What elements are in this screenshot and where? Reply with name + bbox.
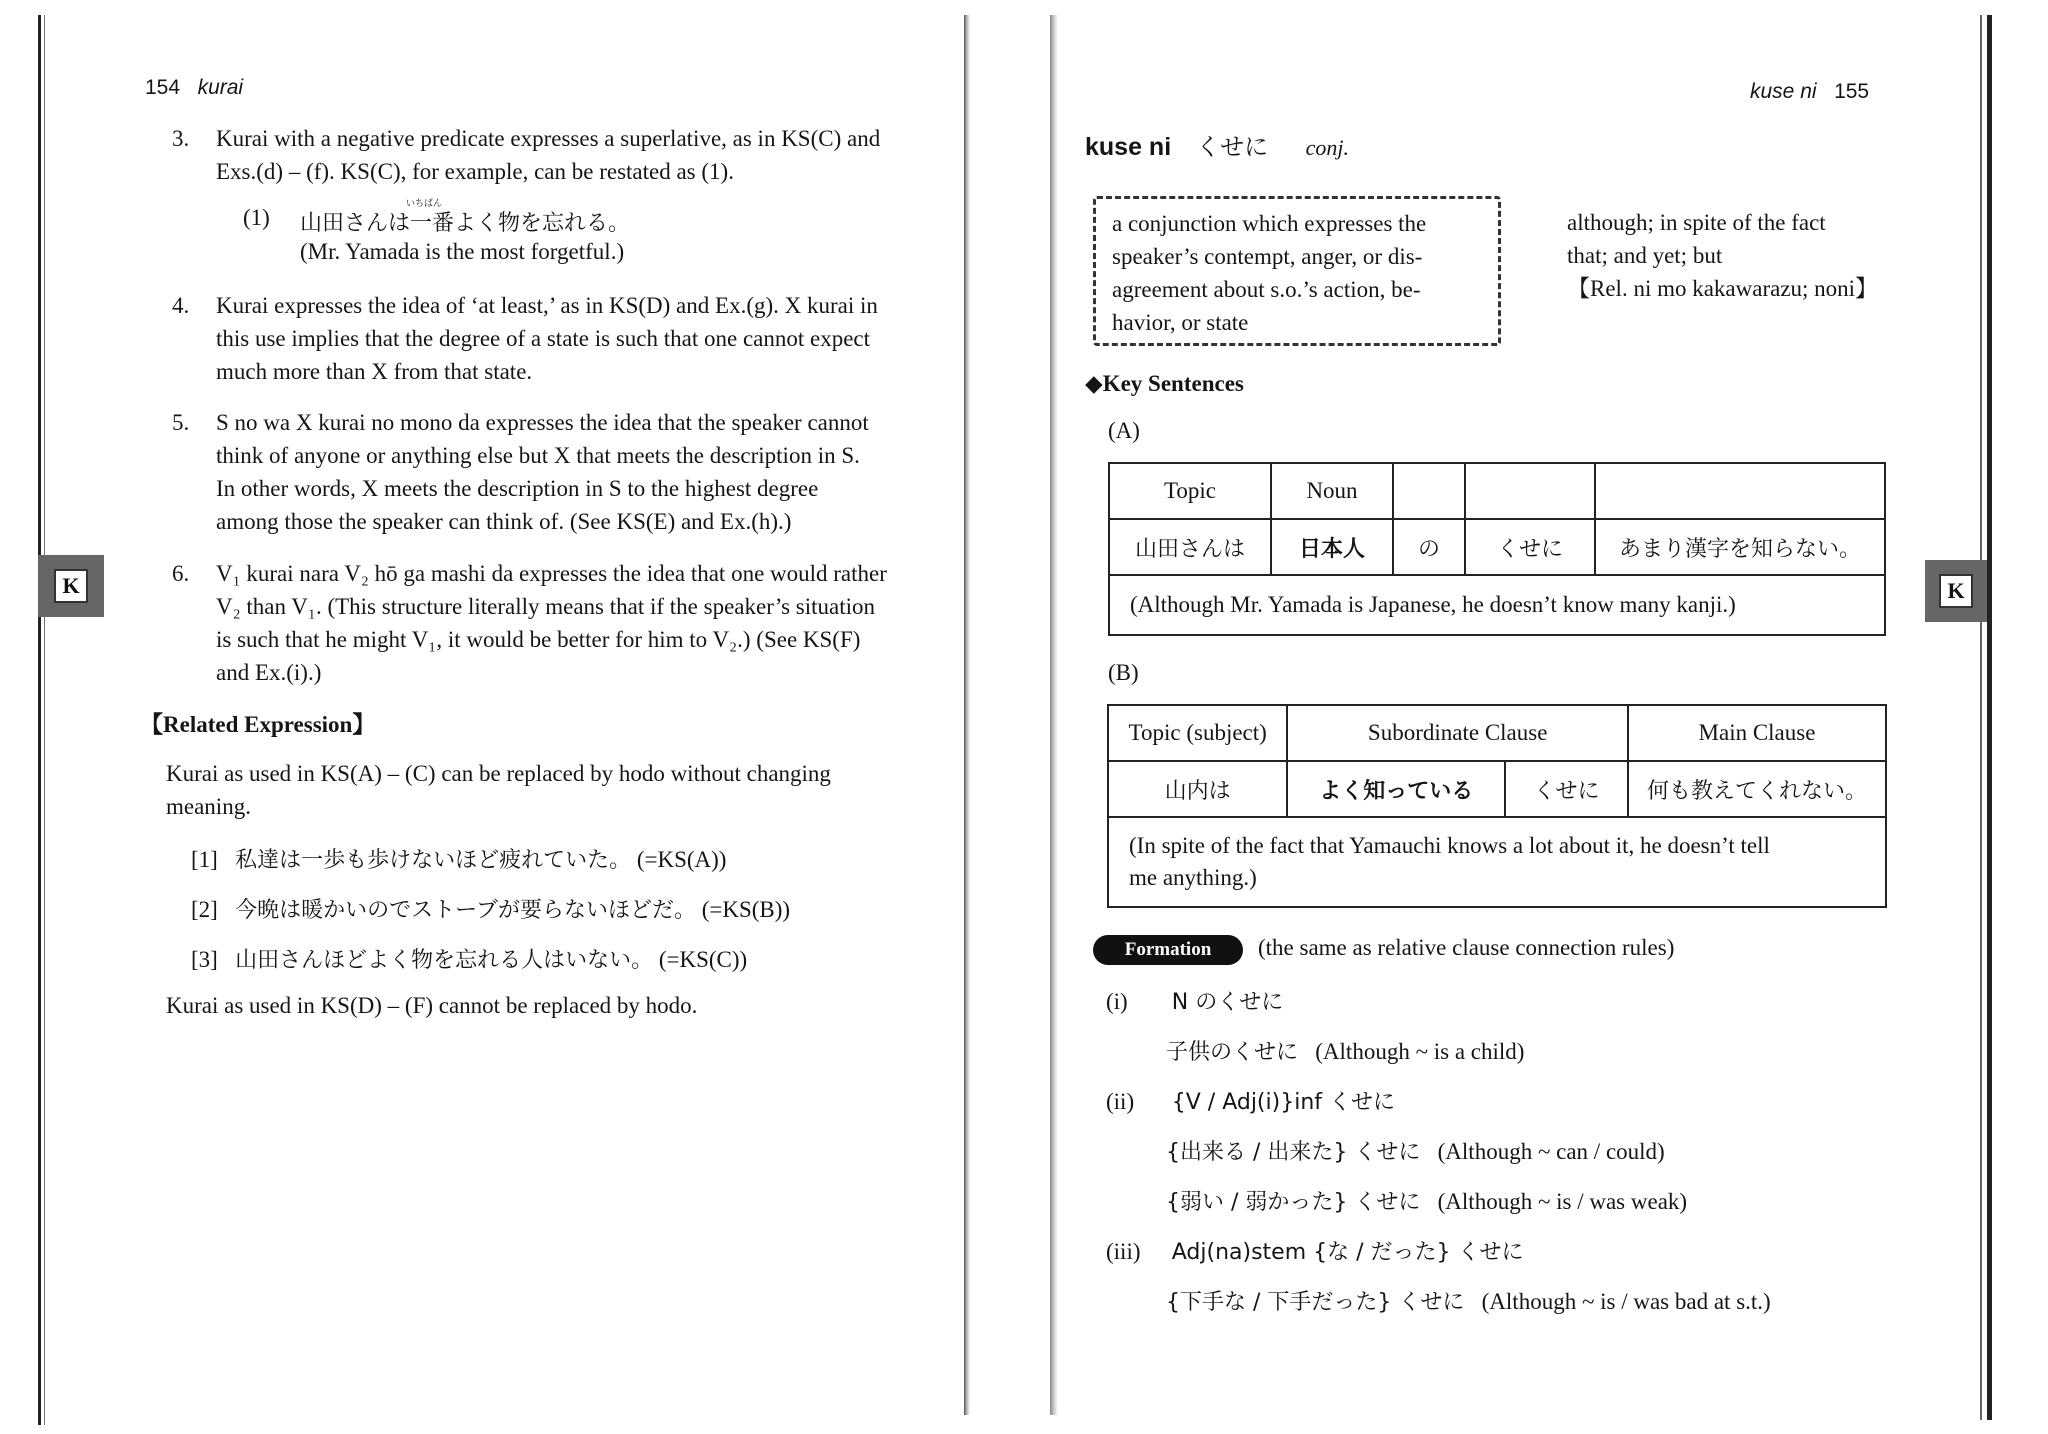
page-edge-line bbox=[1980, 15, 1982, 1420]
definition-line: speaker’s contempt, anger, or dis- bbox=[1112, 244, 1423, 269]
related-example-2 bbox=[191, 893, 790, 924]
running-head-word: kurai bbox=[197, 76, 244, 99]
closing-note: Kurai as used in KS(D) – (F) cannot be replaced by hodo. bbox=[166, 993, 698, 1018]
table-header: Topic bbox=[1109, 463, 1271, 519]
running-head bbox=[1750, 80, 1869, 104]
part-of-speech: conj. bbox=[1305, 135, 1350, 160]
note-item-5 bbox=[172, 406, 946, 538]
formation-pattern: Adj(na)stem {な / だった} くせに bbox=[1171, 1240, 1524, 1265]
formation-note: (the same as relative clause connection rules) bbox=[1258, 935, 1675, 960]
note-number: 4. bbox=[172, 293, 190, 318]
formation-example bbox=[1166, 1035, 1524, 1066]
related-example-number: [2] bbox=[191, 897, 218, 922]
page-edge-line bbox=[1987, 15, 1992, 1420]
table-header: Topic (subject) bbox=[1108, 705, 1287, 761]
headword: kuse ni bbox=[1085, 133, 1172, 161]
related-example-ref: (=KS(B)) bbox=[701, 897, 791, 922]
related-example-japanese: 今晩は暖かいのでストーブが要らないほどだ。 bbox=[235, 898, 696, 923]
note-line: Exs.(d) – (f). KS(C), for example, can be restated as (1). bbox=[216, 159, 734, 184]
related-example-ref: (=KS(A)) bbox=[636, 847, 727, 872]
note-line: Kurai with a negative predicate expresses a superlative, as in KS(C) and bbox=[216, 126, 881, 151]
table-cell-text: 山田さんは bbox=[1134, 536, 1245, 562]
note-item-6 bbox=[172, 557, 946, 689]
table-translation: (Although Mr. Yamada is Japanese, he doesn’t know many kanji.) bbox=[1109, 575, 1885, 635]
table-cell-text: 日本人 bbox=[1298, 536, 1365, 562]
note-line: think of anyone or anything else but X that meets the description in S. bbox=[216, 443, 860, 468]
note-line: and Ex.(i).) bbox=[216, 660, 322, 685]
related-example-1 bbox=[191, 843, 726, 874]
related-line: meaning. bbox=[166, 794, 251, 819]
key-sentences-heading: ◆Key Sentences bbox=[1085, 371, 1244, 396]
table-b-label: (B) bbox=[1108, 660, 1139, 685]
formation-example-gloss: (Although ~ is / was bad at s.t.) bbox=[1481, 1289, 1771, 1314]
related-line: Kurai as used in KS(A) – (C) can be replaced by hodo without changing bbox=[166, 761, 831, 786]
thumb-index-tab bbox=[1925, 560, 1987, 622]
entry-header bbox=[1085, 127, 1349, 162]
related-example-ref: (=KS(C)) bbox=[658, 947, 748, 972]
related-example-japanese: 山田さんほどよく物を忘れる人はいない。 bbox=[235, 948, 654, 973]
example-1-number: (1) bbox=[243, 205, 270, 230]
table-cell bbox=[1271, 519, 1393, 575]
page-edge-line bbox=[38, 15, 41, 1425]
formation-example-japanese: 子供のくせに bbox=[1166, 1040, 1299, 1065]
table-header bbox=[1465, 463, 1595, 519]
table-cell bbox=[1505, 761, 1628, 817]
note-line: V₂ than V₁. (This structure literally means that if the speaker’s situation bbox=[216, 594, 876, 619]
table-a-label: (A) bbox=[1108, 418, 1140, 443]
related-expression-heading: 【Related Expression】 bbox=[140, 712, 376, 737]
table-cell-text: 何も教えてくれない。 bbox=[1646, 778, 1867, 804]
note-line: Kurai expresses the idea of ‘at least,’ as in KS(D) and Ex.(g). X kurai in bbox=[216, 293, 878, 318]
gloss-line: 【Rel. ni mo kakawarazu; noni】 bbox=[1567, 276, 1879, 301]
formation-example bbox=[1166, 1185, 1687, 1216]
formation-example bbox=[1166, 1135, 1665, 1166]
related-example-japanese: 私達は一歩も歩けないほど疲れていた。 bbox=[235, 848, 632, 873]
table-cell bbox=[1465, 519, 1595, 575]
formation-group-3 bbox=[1106, 1235, 1524, 1266]
gloss-line: that; and yet; but bbox=[1567, 243, 1723, 268]
formation-example-gloss: (Although ~ is a child) bbox=[1315, 1039, 1525, 1064]
table-header bbox=[1393, 463, 1465, 519]
page-number: 155 bbox=[1834, 80, 1870, 103]
formation-example bbox=[1166, 1285, 1771, 1316]
definition-line: agreement about s.o.’s action, be- bbox=[1112, 277, 1421, 302]
note-number: 5. bbox=[172, 410, 190, 435]
table-cell bbox=[1628, 761, 1886, 817]
formation-example-japanese: {出来る / 出来た} くせに bbox=[1166, 1140, 1421, 1165]
note-line: In other words, X meets the description in S to the highest degree bbox=[216, 476, 819, 501]
headword-kana: くせに bbox=[1196, 133, 1269, 161]
formation-number: (ii) bbox=[1106, 1089, 1135, 1114]
table-translation bbox=[1108, 817, 1886, 907]
definition-line: havior, or state bbox=[1112, 310, 1249, 335]
gloss bbox=[1567, 206, 1878, 305]
formation-pattern: N のくせに bbox=[1171, 990, 1284, 1015]
thumb-index-letter: K bbox=[54, 569, 88, 603]
example-1-japanese: 山田さんは一番よく物を忘れる。 bbox=[300, 211, 631, 236]
related-example-3 bbox=[191, 943, 747, 974]
formation-number: (iii) bbox=[1106, 1239, 1141, 1264]
table-cell-text: くせに bbox=[1533, 778, 1600, 804]
related-example-number: [1] bbox=[191, 847, 218, 872]
table-cell bbox=[1595, 519, 1885, 575]
left-page bbox=[0, 0, 975, 1434]
note-item-3 bbox=[172, 122, 946, 188]
note-line: is such that he might V₁, it would be better for him to V₂.) (See KS(F) bbox=[216, 627, 861, 652]
formation-pattern: {V / Adj(i)}inf くせに bbox=[1171, 1090, 1396, 1115]
table-cell bbox=[1108, 761, 1287, 817]
formation-number: (i) bbox=[1106, 989, 1128, 1014]
table-header: Main Clause bbox=[1628, 705, 1886, 761]
key-sentence-table-b bbox=[1107, 704, 1887, 908]
formation-example-japanese: {弱い / 弱かった} くせに bbox=[1166, 1190, 1421, 1215]
definition-line: a conjunction which expresses the bbox=[1112, 211, 1427, 236]
key-sentence-table-a bbox=[1108, 462, 1886, 636]
table-cell-text: の bbox=[1417, 536, 1440, 562]
furigana: いちばん bbox=[406, 199, 443, 209]
note-number: 6. bbox=[172, 561, 190, 586]
page-number: 154 bbox=[145, 76, 181, 99]
table-cell bbox=[1393, 519, 1465, 575]
thumb-index-tab bbox=[38, 555, 104, 617]
note-item-4 bbox=[172, 289, 946, 388]
formation-group-1 bbox=[1106, 985, 1283, 1016]
related-expression-text bbox=[166, 757, 946, 823]
formation-label: Formation bbox=[1093, 935, 1243, 965]
spine-shadow bbox=[1050, 15, 1058, 1415]
table-header bbox=[1595, 463, 1885, 519]
table-header: Subordinate Clause bbox=[1287, 705, 1628, 761]
page-edge-line bbox=[44, 15, 45, 1425]
table-cell-text: 山内は bbox=[1164, 778, 1231, 804]
table-cell-text: くせに bbox=[1496, 536, 1563, 562]
running-head-word: kuse ni bbox=[1750, 80, 1817, 103]
example-1-translation: (Mr. Yamada is the most forgetful.) bbox=[300, 239, 625, 264]
note-line: S no wa X kurai no mono da expresses the idea that the speaker cannot bbox=[216, 410, 869, 435]
formation-example-japanese: {下手な / 下手だった} くせに bbox=[1166, 1290, 1465, 1315]
note-line: this use implies that the degree of a state is such that one cannot expect bbox=[216, 326, 871, 351]
right-page bbox=[1010, 0, 2048, 1434]
table-cell bbox=[1109, 519, 1271, 575]
table-cell-text: よく知っている bbox=[1319, 778, 1474, 804]
formation-example-gloss: (Although ~ is / was weak) bbox=[1437, 1189, 1688, 1214]
table-cell-text: あまり漢字を知らない。 bbox=[1618, 536, 1861, 562]
running-head bbox=[145, 76, 243, 100]
note-number: 3. bbox=[172, 126, 190, 151]
formation-example-gloss: (Although ~ can / could) bbox=[1437, 1139, 1665, 1164]
translation-line: me anything.) bbox=[1129, 865, 1257, 890]
definition-box bbox=[1093, 196, 1501, 346]
thumb-index-letter: K bbox=[1939, 574, 1973, 608]
note-line: V₁ kurai nara V₂ hō ga mashi da expresses the idea that one would rather bbox=[216, 561, 887, 586]
spine-shadow bbox=[964, 15, 970, 1415]
table-header: Noun bbox=[1271, 463, 1393, 519]
note-line: among those the speaker can think of. (See KS(E) and Ex.(h).) bbox=[216, 509, 792, 534]
note-line: much more than X from that state. bbox=[216, 359, 533, 384]
translation-line: (In spite of the fact that Yamauchi knows a lot about it, he doesn’t tell bbox=[1129, 833, 1770, 858]
formation-group-2 bbox=[1106, 1085, 1395, 1116]
related-example-number: [3] bbox=[191, 947, 218, 972]
table-cell bbox=[1287, 761, 1505, 817]
gloss-line: although; in spite of the fact bbox=[1567, 210, 1826, 235]
